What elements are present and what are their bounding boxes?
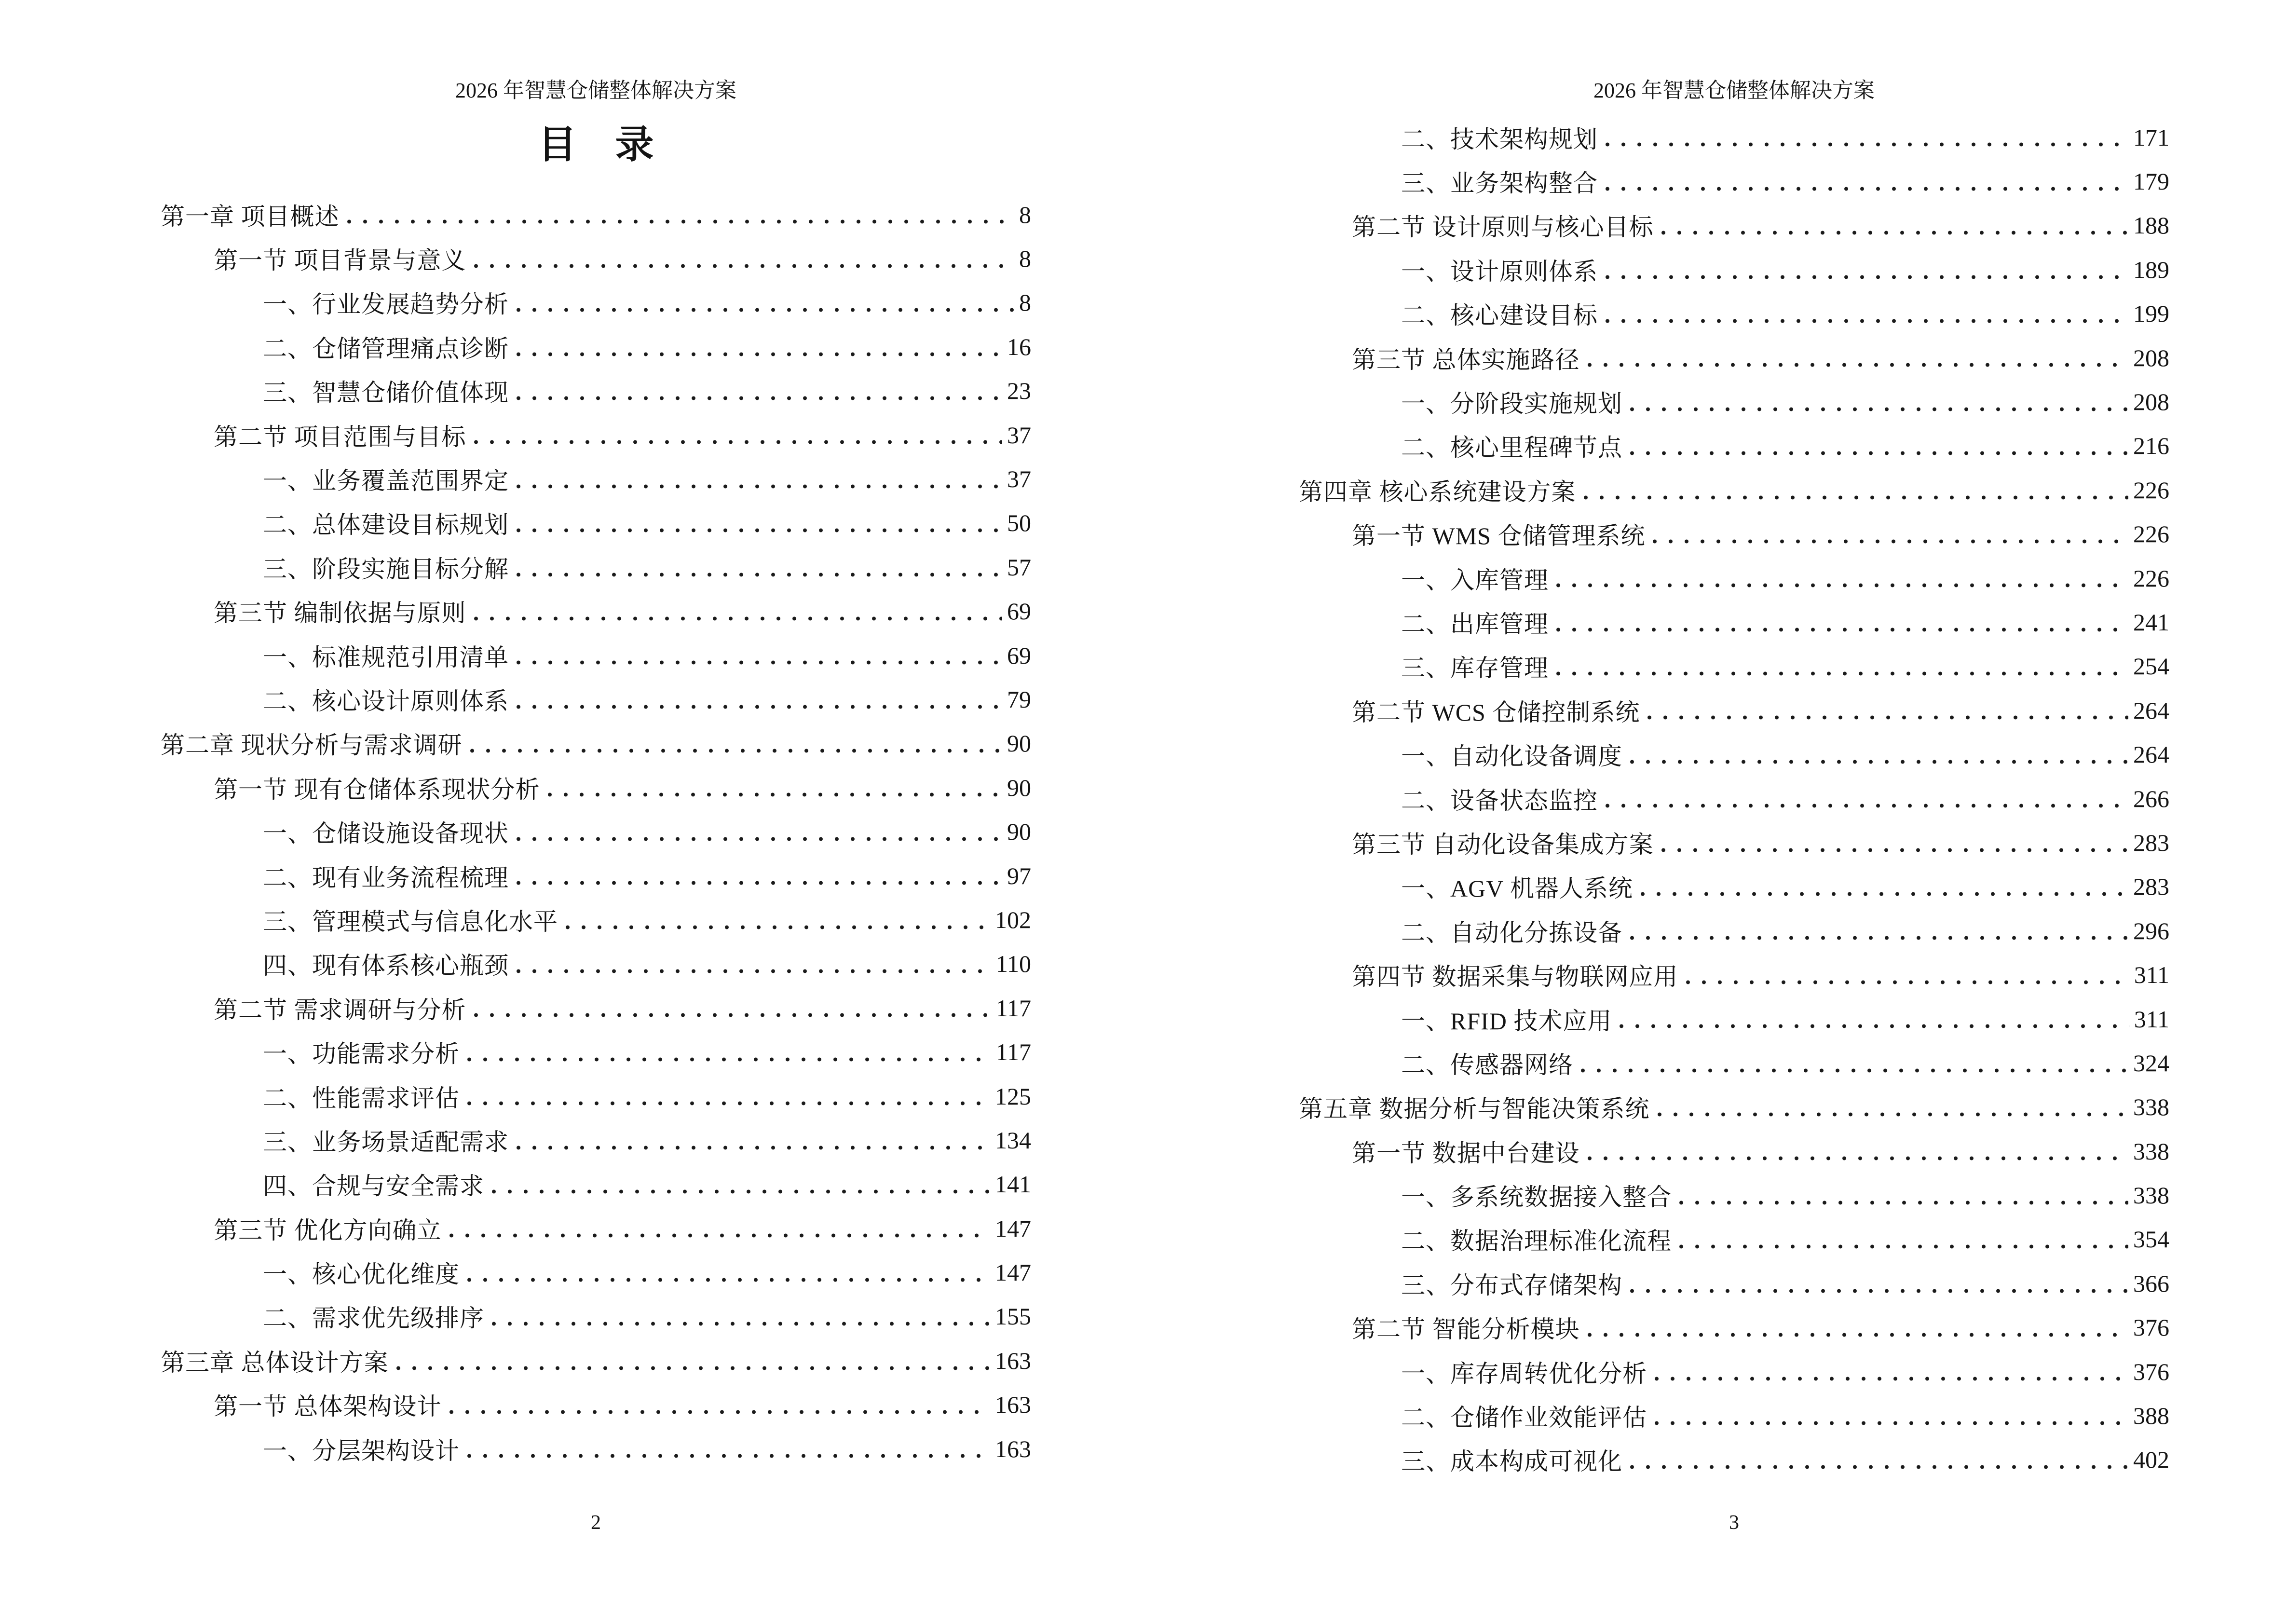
toc-entry-page-number: 283: [2133, 829, 2169, 856]
dot-leader: [1556, 583, 2128, 587]
toc-entry-label: 第二节 需求调研与分析: [214, 996, 466, 1024]
dot-leader: [1606, 187, 2128, 191]
toc-entry-label: 二、技术架构规划: [1401, 125, 1598, 153]
toc-entry-page-number: 37: [1007, 421, 1031, 449]
toc-entry-label: 一、核心优化维度: [263, 1261, 460, 1288]
toc-entry[interactable]: [161, 369, 1031, 413]
dot-leader: [492, 1322, 990, 1326]
toc-entry[interactable]: [1299, 424, 2169, 468]
dot-leader: [1686, 980, 2129, 984]
dot-leader: [1679, 1201, 2128, 1205]
dot-leader: [396, 1366, 991, 1370]
toc-entry[interactable]: [161, 1030, 1031, 1074]
toc-entry-label: 二、需求优先级排序: [263, 1305, 484, 1332]
dot-leader: [517, 396, 1002, 400]
toc-entry[interactable]: [1299, 468, 2169, 512]
dot-leader: [474, 616, 1003, 621]
toc-entry[interactable]: [1299, 1041, 2169, 1085]
toc-entry[interactable]: [1299, 556, 2169, 600]
dot-leader: [1606, 319, 2128, 323]
dot-leader: [467, 1101, 990, 1105]
toc-entry[interactable]: [1299, 1438, 2169, 1482]
toc-entry[interactable]: [161, 192, 1031, 236]
dot-leader: [517, 881, 1002, 885]
toc-entry[interactable]: [1299, 953, 2169, 996]
toc-entry-label: 一、入库管理: [1401, 566, 1549, 594]
toc-entry-label: 一、自动化设备调度: [1401, 743, 1622, 770]
toc-entry[interactable]: [1299, 336, 2169, 380]
toc-entry-label: 一、AGV 机器人系统: [1401, 875, 1633, 902]
dot-leader: [1658, 1112, 2129, 1117]
dot-leader: [470, 749, 1003, 753]
dot-leader: [474, 1013, 991, 1017]
toc-entry-label: 三、管理模式与信息化水平: [263, 908, 558, 935]
toc-entry-label: 四、现有体系核心瓶颈: [263, 952, 509, 980]
toc-entry-page-number: 226: [2133, 476, 2169, 504]
toc-entry-page-number: 311: [2134, 1005, 2169, 1033]
toc-entry-label: 第四节 数据采集与物联网应用: [1352, 963, 1678, 991]
toc-entry[interactable]: [161, 1383, 1031, 1427]
toc-entry-label: 四、合规与安全需求: [263, 1173, 484, 1200]
toc-entry[interactable]: [161, 501, 1031, 545]
toc-entry-page-number: 338: [2133, 1093, 2169, 1121]
toc-entry-page-number: 264: [2133, 741, 2169, 768]
toc-entry[interactable]: [161, 942, 1031, 986]
document-header: 2026 年智慧仓储整体解决方案: [455, 79, 736, 102]
dot-leader: [1630, 451, 2128, 455]
toc-entry-label: 二、数据治理标准化流程: [1401, 1228, 1672, 1255]
toc-entry-page-number: 141: [995, 1171, 1031, 1198]
toc-entry[interactable]: [161, 898, 1031, 942]
dot-leader: [1630, 936, 2128, 940]
dot-leader: [517, 969, 991, 973]
dot-leader: [1584, 495, 2129, 500]
toc-entry-label: 二、设备状态监控: [1401, 787, 1598, 814]
toc-entry[interactable]: [161, 1338, 1031, 1382]
toc-entry-label: 二、自动化分拣设备: [1401, 919, 1622, 946]
toc-entry-page-number: 125: [995, 1082, 1031, 1110]
document-page-left: [24, 0, 1162, 1624]
toc-entry-label: 三、智慧仓储价值体现: [263, 379, 509, 407]
toc-entry-label: 一、业务覆盖范围界定: [263, 467, 509, 495]
dot-leader: [1630, 407, 2128, 411]
toc-entry-label: 一、多系统数据接入整合: [1401, 1184, 1672, 1211]
dot-leader: [517, 573, 1002, 577]
toc-entry-label: 第四章 核心系统建设方案: [1299, 478, 1576, 505]
toc-entry-label: 第一节 数据中台建设: [1352, 1139, 1580, 1167]
toc-entry-page-number: 8: [1019, 245, 1031, 273]
toc-entry[interactable]: [161, 633, 1031, 677]
toc-entry-label: 第一节 项目背景与意义: [214, 247, 466, 274]
toc-entry-label: 第三节 优化方向确立: [214, 1216, 442, 1244]
toc-entry[interactable]: [161, 765, 1031, 809]
toc-title: 目 录: [538, 124, 654, 166]
toc-entry-label: 二、核心建设目标: [1401, 302, 1598, 329]
toc-entry-label: 二、出库管理: [1401, 610, 1549, 638]
dot-leader: [1679, 1244, 2128, 1249]
toc-entry-page-number: 147: [995, 1215, 1031, 1242]
dot-leader: [1588, 363, 2129, 367]
dot-leader: [467, 1278, 990, 1282]
toc-entry[interactable]: [161, 1074, 1031, 1118]
toc-entry-page-number: 208: [2133, 344, 2169, 371]
toc-entry-label: 第一章 项目概述: [161, 203, 340, 230]
toc-entry[interactable]: [1299, 865, 2169, 909]
page-number-footer: 2: [591, 1512, 601, 1534]
toc-entry-page-number: 8: [1019, 201, 1031, 228]
toc-entry-page-number: 324: [2133, 1049, 2169, 1077]
toc-entry-label: 第二节 WCS 仓储控制系统: [1352, 698, 1640, 726]
dot-leader: [517, 837, 1002, 841]
toc-entry[interactable]: [161, 1250, 1031, 1294]
dot-leader: [517, 528, 1002, 532]
toc-entry-label: 一、行业发展趋势分析: [263, 291, 509, 318]
toc-entry-label: 二、核心里程碑节点: [1401, 434, 1622, 462]
toc-entry-page-number: 338: [2133, 1137, 2169, 1165]
toc-entry-label: 一、库存周转优化分析: [1401, 1360, 1647, 1387]
dot-leader: [548, 792, 1003, 797]
toc-entry-page-number: 388: [2133, 1402, 2169, 1430]
toc-entry-label: 三、库存管理: [1401, 655, 1549, 682]
toc-entry[interactable]: [161, 1118, 1031, 1162]
toc-entry-label: 一、仓储设施设备现状: [263, 820, 509, 847]
toc-entry-page-number: 79: [1007, 685, 1031, 713]
toc-entry[interactable]: [1299, 292, 2169, 336]
page-number-footer: 3: [1729, 1512, 1739, 1534]
toc-entry-page-number: 189: [2133, 256, 2169, 283]
toc-entry-page-number: 97: [1007, 862, 1031, 889]
toc-entry[interactable]: [1299, 732, 2169, 776]
dot-leader: [517, 352, 1002, 356]
toc-entry-page-number: 23: [1007, 377, 1031, 405]
toc-entry[interactable]: [1299, 204, 2169, 247]
toc-entry[interactable]: [1299, 644, 2169, 688]
toc-entry-label: 第三章 总体设计方案: [161, 1349, 389, 1376]
toc-entry-page-number: 199: [2133, 300, 2169, 328]
dot-leader: [467, 1057, 991, 1062]
dot-leader: [1620, 1024, 2129, 1028]
toc-entry-page-number: 50: [1007, 509, 1031, 537]
toc-entry-label: 第三节 总体实施路径: [1352, 346, 1580, 373]
toc-entry-page-number: 163: [995, 1347, 1031, 1374]
toc-entry[interactable]: [161, 1427, 1031, 1471]
toc-entry-page-number: 264: [2133, 696, 2169, 724]
toc-entry-page-number: 102: [995, 906, 1031, 933]
document-header: 2026 年智慧仓储整体解决方案: [1593, 79, 1875, 102]
dot-leader: [1606, 275, 2128, 279]
toc-entry[interactable]: [1299, 1173, 2169, 1217]
toc-entry-label: 二、性能需求评估: [263, 1084, 460, 1112]
toc-entry-page-number: 311: [2134, 961, 2169, 989]
toc-entry-page-number: 296: [2133, 917, 2169, 944]
dot-leader: [347, 219, 1015, 224]
toc-entry-page-number: 266: [2133, 785, 2169, 812]
dot-leader: [1630, 760, 2128, 764]
dot-leader: [517, 308, 1014, 312]
toc-entry-page-number: 90: [1007, 774, 1031, 801]
toc-entry-label: 一、标准规范引用清单: [263, 643, 509, 671]
dot-leader: [1588, 1156, 2129, 1160]
toc-entry[interactable]: [161, 413, 1031, 457]
toc-entry[interactable]: [1299, 512, 2169, 556]
toc-entry[interactable]: [1299, 909, 2169, 953]
dot-leader: [517, 705, 1002, 709]
toc-entry-label: 第一节 WMS 仓储管理系统: [1352, 522, 1646, 550]
toc-entry-page-number: 338: [2133, 1182, 2169, 1209]
toc-entry-label: 第三节 编制依据与原则: [214, 600, 466, 627]
toc-entry-label: 二、核心设计原则体系: [263, 687, 509, 715]
toc-entry-label: 第五章 数据分析与智能决策系统: [1299, 1095, 1650, 1123]
toc-entry-page-number: 354: [2133, 1226, 2169, 1253]
toc-entry-label: 第一节 现有仓储体系现状分析: [214, 776, 540, 803]
toc-entry-page-number: 216: [2133, 432, 2169, 460]
toc-entry[interactable]: [1299, 688, 2169, 732]
dot-leader: [1661, 848, 2129, 852]
toc-entry-label: 第二章 现状分析与需求调研: [161, 732, 463, 759]
dot-leader: [1606, 142, 2128, 147]
dot-leader: [449, 1410, 991, 1414]
dot-leader: [566, 925, 990, 929]
toc-entry-page-number: 147: [995, 1259, 1031, 1286]
toc-entry-label: 一、分阶段实施规划: [1401, 390, 1622, 418]
toc-entry-page-number: 171: [2133, 123, 2169, 151]
toc-entry-page-number: 226: [2133, 520, 2169, 548]
toc-entry-page-number: 226: [2133, 564, 2169, 592]
toc-entry-page-number: 376: [2133, 1358, 2169, 1385]
toc-entry[interactable]: [1299, 777, 2169, 820]
toc-entry[interactable]: [1299, 820, 2169, 864]
toc-entry[interactable]: [1299, 247, 2169, 291]
toc-entry-page-number: 283: [2133, 873, 2169, 901]
toc-entry-page-number: 117: [995, 1038, 1031, 1066]
toc-entry-label: 第二节 项目范围与目标: [214, 423, 466, 450]
toc-entry-label: 一、设计原则体系: [1401, 258, 1598, 285]
toc-entry-page-number: 57: [1007, 553, 1031, 581]
toc-entry[interactable]: [161, 1162, 1031, 1206]
toc-entry[interactable]: [1299, 1350, 2169, 1393]
toc-entry[interactable]: [161, 677, 1031, 721]
toc-entry-label: 三、成本构成可视化: [1401, 1448, 1622, 1475]
dot-leader: [474, 440, 1003, 444]
toc-entry[interactable]: [1299, 1393, 2169, 1437]
toc-entry-label: 第二节 设计原则与核心目标: [1352, 214, 1654, 241]
toc-entry[interactable]: [161, 854, 1031, 898]
toc-entry-page-number: 134: [995, 1126, 1031, 1154]
toc-entry-page-number: 110: [995, 950, 1031, 978]
toc-entry[interactable]: [1299, 997, 2169, 1041]
toc-entry-page-number: 179: [2133, 168, 2169, 195]
toc-entry[interactable]: [1299, 1129, 2169, 1173]
toc-entry-page-number: 37: [1007, 465, 1031, 493]
dot-leader: [1556, 671, 2128, 676]
toc-entry[interactable]: [161, 281, 1031, 325]
toc-entry-label: 一、分层架构设计: [263, 1437, 460, 1464]
toc-entry-page-number: 254: [2133, 653, 2169, 680]
dot-leader: [517, 660, 1002, 665]
dot-leader: [517, 1146, 990, 1150]
toc-entry[interactable]: [161, 1206, 1031, 1250]
toc-entry-label: 第三节 自动化设备集成方案: [1352, 831, 1654, 858]
toc-entry-page-number: 208: [2133, 388, 2169, 416]
dot-leader: [1588, 1333, 2129, 1337]
toc-entry-label: 二、现有业务流程梳理: [263, 864, 509, 891]
toc-entry-label: 三、阶段实施目标分解: [263, 555, 509, 583]
toc-entry-label: 一、功能需求分析: [263, 1040, 460, 1068]
toc-entry[interactable]: [1299, 159, 2169, 203]
toc-entry-page-number: 163: [995, 1391, 1031, 1419]
toc-entry[interactable]: [1299, 1217, 2169, 1261]
toc-entry-label: 三、业务场景适配需求: [263, 1128, 509, 1156]
toc-entry[interactable]: [161, 1295, 1031, 1338]
toc-entry-page-number: 90: [1007, 818, 1031, 846]
toc-entry-label: 二、总体建设目标规划: [263, 511, 509, 539]
toc-entry[interactable]: [161, 589, 1031, 633]
toc-entry-label: 三、分布式存储架构: [1401, 1271, 1622, 1299]
toc-entry-page-number: 376: [2133, 1314, 2169, 1341]
toc-entry-page-number: 241: [2133, 608, 2169, 636]
toc-entry-label: 第二节 智能分析模块: [1352, 1316, 1580, 1343]
toc-entry[interactable]: [161, 457, 1031, 501]
dot-leader: [1661, 231, 2129, 235]
dot-leader: [1630, 1465, 2128, 1469]
dot-leader: [1556, 628, 2128, 632]
toc-entry-label: 二、仓储管理痛点诊断: [263, 335, 509, 362]
toc-entry[interactable]: [161, 809, 1031, 853]
dot-leader: [492, 1189, 990, 1194]
toc-entry[interactable]: [161, 236, 1031, 280]
toc-entry[interactable]: [161, 986, 1031, 1030]
dot-leader: [467, 1454, 990, 1458]
dot-leader: [474, 264, 1015, 268]
toc-entry[interactable]: [1299, 1085, 2169, 1129]
toc-entry[interactable]: [1299, 115, 2169, 159]
dot-leader: [1581, 1068, 2128, 1073]
toc-entry-page-number: 188: [2133, 212, 2169, 239]
toc-entry[interactable]: [1299, 380, 2169, 423]
toc-entry-page-number: 90: [1007, 730, 1031, 757]
toc-entry[interactable]: [161, 722, 1031, 765]
toc-entry-page-number: 117: [995, 994, 1031, 1022]
toc-entry-page-number: 402: [2133, 1446, 2169, 1474]
toc-entry-page-number: 366: [2133, 1269, 2169, 1297]
document-page-right: [1162, 0, 2287, 1624]
dot-leader: [1647, 715, 2128, 720]
toc-entry-page-number: 69: [1007, 641, 1031, 669]
dot-leader: [449, 1233, 991, 1238]
dot-leader: [1655, 1421, 2128, 1425]
dot-leader: [517, 484, 1002, 489]
dot-leader: [1641, 892, 2128, 896]
toc-entry-label: 三、业务架构整合: [1401, 170, 1598, 197]
dot-leader: [1606, 804, 2128, 808]
toc-entries-page-2: [161, 192, 1031, 1471]
toc-entry-page-number: 8: [1019, 289, 1031, 316]
toc-entry-page-number: 155: [995, 1303, 1031, 1330]
toc-entry[interactable]: [1299, 1261, 2169, 1305]
toc-entry-label: 一、RFID 技术应用: [1401, 1007, 1612, 1035]
toc-entry[interactable]: [1299, 1306, 2169, 1350]
toc-entry-page-number: 16: [1007, 333, 1031, 360]
dot-leader: [1630, 1289, 2128, 1293]
dot-leader: [1653, 539, 2128, 544]
dot-leader: [1655, 1377, 2128, 1381]
toc-entry[interactable]: [161, 325, 1031, 368]
toc-entry-page-number: 69: [1007, 598, 1031, 625]
toc-entry[interactable]: [161, 545, 1031, 589]
toc-entry-label: 第一节 总体架构设计: [214, 1393, 442, 1420]
toc-entry[interactable]: [1299, 600, 2169, 644]
toc-entries-page-3: [1299, 115, 2169, 1482]
toc-entry-label: 二、传感器网络: [1401, 1051, 1573, 1078]
toc-entry-label: 二、仓储作业效能评估: [1401, 1404, 1647, 1432]
toc-entry-page-number: 163: [995, 1435, 1031, 1462]
